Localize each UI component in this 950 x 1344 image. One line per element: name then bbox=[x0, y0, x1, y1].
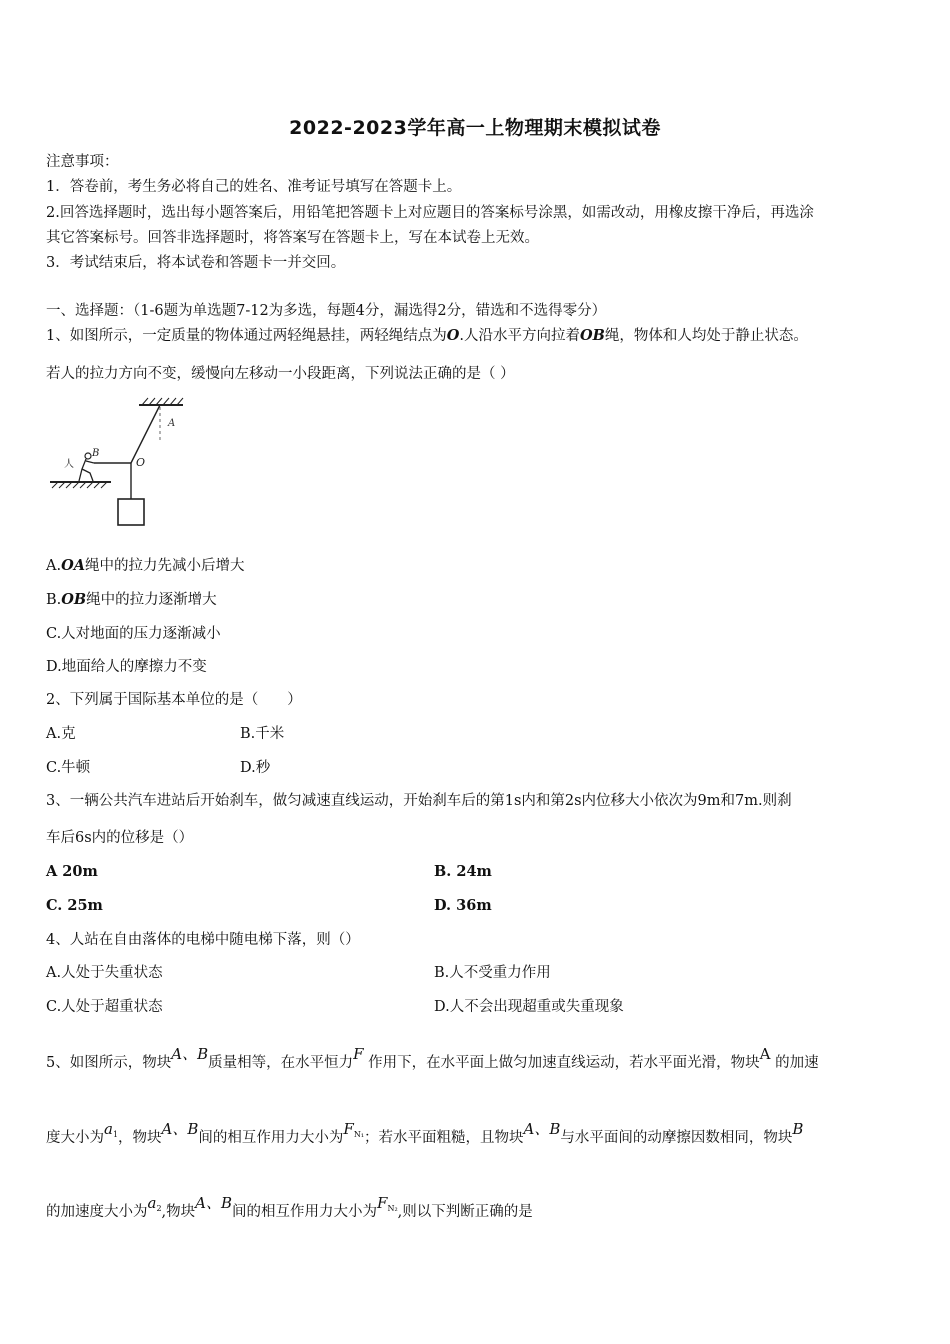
q3-option-b: B. 24m bbox=[434, 863, 492, 880]
q1-option-c: C.人对地面的压力逐渐减小 bbox=[46, 626, 221, 642]
q3-option-a: A 20m bbox=[46, 863, 98, 880]
q2-option-c: C.牛顿 bbox=[46, 760, 91, 776]
notice-item-3: 3．考试结束后，将本试卷和答题卡一并交回。 bbox=[46, 255, 346, 271]
q3-option-c: C. 25m bbox=[46, 897, 103, 914]
label-b: B bbox=[92, 448, 100, 459]
label-o: O bbox=[136, 456, 146, 469]
q2-option-a: A.克 bbox=[46, 726, 76, 742]
notice-heading: 注意事项： bbox=[46, 154, 119, 170]
q1-figure bbox=[46, 393, 186, 533]
q4-option-b: B.人不受重力作用 bbox=[434, 965, 551, 981]
notice-item-2: 2.回答选择题时，选出每小题答案后，用铅笔把答题卡上对应题目的答案标号涂黑，如需改动，用橡皮擦干净后，再选涂 bbox=[46, 205, 814, 221]
q1-option-a: A.OA绳中的拉力先减小后增大 bbox=[46, 557, 245, 574]
q1-option-b: B.OB绳中的拉力逐渐增大 bbox=[46, 591, 217, 608]
label-person: 人 bbox=[64, 459, 74, 470]
q4-option-a: A.人处于失重状态 bbox=[46, 965, 163, 981]
section-heading: 一、选择题：（1-6题为单选题7-12为多选，每题4分，漏选得2分，错选和不选得零分） bbox=[46, 303, 607, 319]
q1-stem-line1: 1、如图所示，一定质量的物体通过两轻绳悬挂，两轻绳结点为O.人沿水平方向拉着OB绳，物体和人均处于静止状态。 bbox=[46, 327, 808, 344]
notice-item-1: 1．答卷前，考生务必将自己的姓名、准考证号填写在答题卡上。 bbox=[46, 179, 462, 195]
notice-item-2-cont: 其它答案标号。回答非选择题时，将答案写在答题卡上，写在本试卷上无效。 bbox=[46, 230, 539, 246]
label-a: A bbox=[168, 418, 176, 429]
q3-option-d: D. 36m bbox=[434, 897, 492, 914]
q3-stem-line2: 车后6s内的位移是（） bbox=[46, 830, 194, 846]
q4-option-d: D.人不会出现超重或失重现象 bbox=[434, 999, 624, 1015]
q5-stem-line3: 的加速度大小为$a_2$,物块A、B间的相互作用力大小为$F_{N_2}$,则以下判断正确的是 bbox=[46, 1194, 533, 1220]
q3-stem-line1: 3、一辆公共汽车进站后开始刹车，做匀减速直线运动，开始刹车后的第1s内和第2s内位移大小依次为9m和7m.则刹 bbox=[46, 793, 792, 809]
q2-stem: 2、下列属于国际基本单位的是（ ） bbox=[46, 692, 302, 708]
q4-stem: 4、人站在自由落体的电梯中随电梯下落，则（） bbox=[46, 932, 360, 948]
q1-option-d: D.地面给人的摩擦力不变 bbox=[46, 659, 207, 675]
q2-option-b: B.千米 bbox=[240, 726, 285, 742]
q2-option-d: D.秒 bbox=[240, 760, 271, 776]
page-title: 2022-2023学年高一上物理期末模拟试卷 bbox=[289, 117, 661, 139]
q5-stem-line1: 5、如图所示，物块A、B质量相等，在水平恒力F 作用下，在水平面上做匀加速直线运动，若水平面光滑，物块A 的加速 bbox=[46, 1045, 819, 1071]
q5-stem-line2: 度大小为$a_1$，物块A、B间的相互作用力大小为$F_{N_1}$；若水平面粗糙，且物块A、B与水平面间的动摩擦因数相同，物块B bbox=[46, 1120, 804, 1146]
q4-option-c: C.人处于超重状态 bbox=[46, 999, 163, 1015]
q1-stem-line2: 若人的拉力方向不变，缓慢向左移动一小段距离，下列说法正确的是（ ） bbox=[46, 366, 515, 382]
